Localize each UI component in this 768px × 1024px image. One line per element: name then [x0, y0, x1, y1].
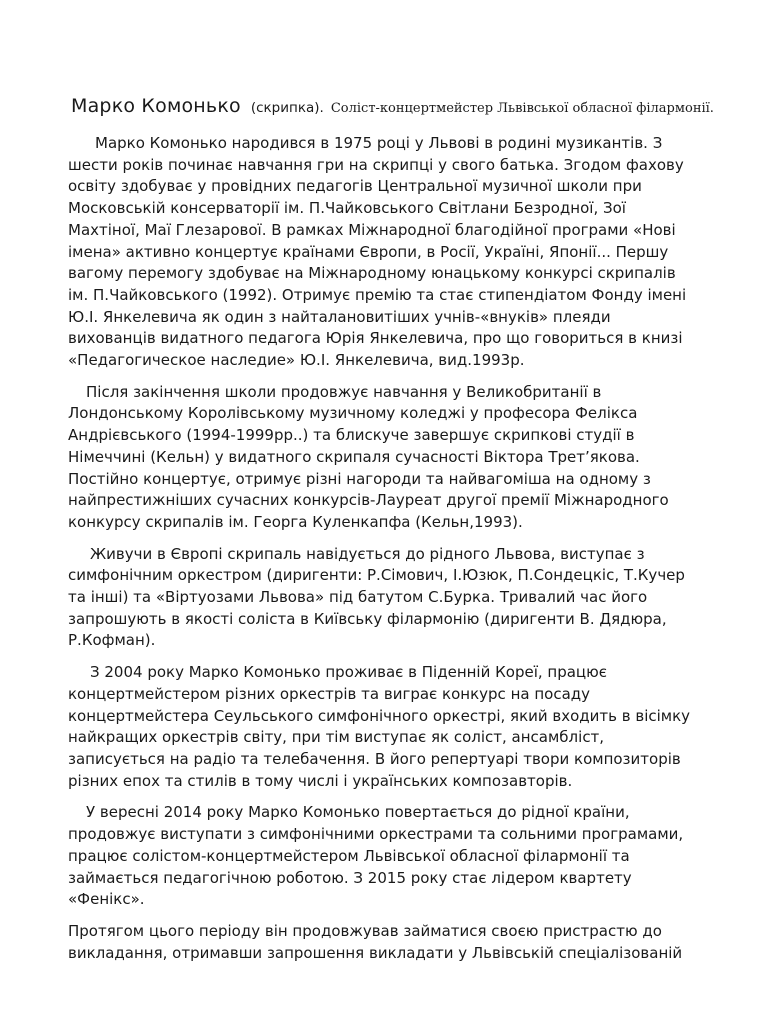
paragraph-europe-lviv: Живучи в Європі скрипаль навідується до рідного Львова, виступає з симфонічним оркестром (диригенти: Р.Сімович, І.Юзюк, П.Сондецкіс, Т.Кучер та інші) та «Віртуозами Львова» під батутом С.Бурка. Тривалий час його запрошують в якості соліста в Київську філармонію (диригенти В. Дядюра, Р.Кофман). — [68, 544, 685, 650]
document-page — [68, 92, 714, 974]
musician-name: Марко Комонько — [71, 95, 241, 117]
paragraph-return-home: У вересні 2014 року Марко Комонько повертається до рідної країни, продовжує виступати з симфонічними оркестрами та сольними програмами, працює солістом-концертмейстером Львівської обласної філармонії та займається педагогічною роботою. З 2015 року стає лідером квартету «Фенікс». — [68, 803, 684, 909]
paragraph-teaching: Протягом цього періоду він продовжував займатися своєю пристрастю до викладання, отримавши запрошення викладати у Львівській спеціалізованій — [68, 921, 683, 962]
document-heading — [71, 92, 714, 123]
position-title: Соліст-концертмейстер Львівської обласної філармонії. — [330, 101, 714, 116]
paragraph-education-abroad: Після закінчення школи продовжує навчання у Великобританії в Лондонському Королівському музичному коледжі у професора Фелікса Андрієвського (1994-1999рр..) та блискуче завершує скрипкові студії в Німеччині (Кельн) у видатного скрипаля сучасності Віктора Трет’якова. Постійно концертує, отримує різні нагороди та найвагоміша на одному з найпрестижніших сучасних конкурсів-Лауреат другої премії Міжнародного конкурсу скрипалів ім. Георга Куленкапфа (Кельн,1993). — [68, 382, 669, 531]
instrument-label: (скрипка). — [250, 100, 324, 116]
paragraph-korea: З 2004 року Марко Комонько проживає в Піденній Кореї, працює концертмейстером різних оркестрів та виграє конкурс на посаду концертмейстера Сеульського симфонічного оркестрі, який входить в вісімку найкращих оркестрів світу, при тім виступає як соліст, ансамбліст, записується на радіо та телебачення. В його репертуарі твори композиторів різних епох та стилів в тому числі і українських композавторів. — [68, 663, 691, 790]
paragraph-early-life: Марко Комонько народився в 1975 році у Львові в родині музикантів. З шести років починає навчання гри на скрипці у свого батька. Згодом фахову освіту здобуває у провідних педагогів Центральної музичної школи при Московській консерваторії ім. П.Чайковського Світлани Безродної, Зої Махтіної, Маї Глезарової. В рамках Міжнародної благодійної програми «Нові імена» активно концертує країнами Європи, в Росії, Україні, Японії... Першу вагому перемогу здобуває на Міжнародному юнацькому конкурсі скрипалів ім. П.Чайковського (1992). Отримує премію та стає стипендіатом Фонду імені Ю.І. Янкелевича як один з найталановитіших учнів-«внуків» плеяди вихованців видатного педагога Юрія Янкелевича, про що говориться в книзі «Педагогическое наследие» Ю.І. Янкелевича, вид.1993р. — [68, 134, 687, 370]
